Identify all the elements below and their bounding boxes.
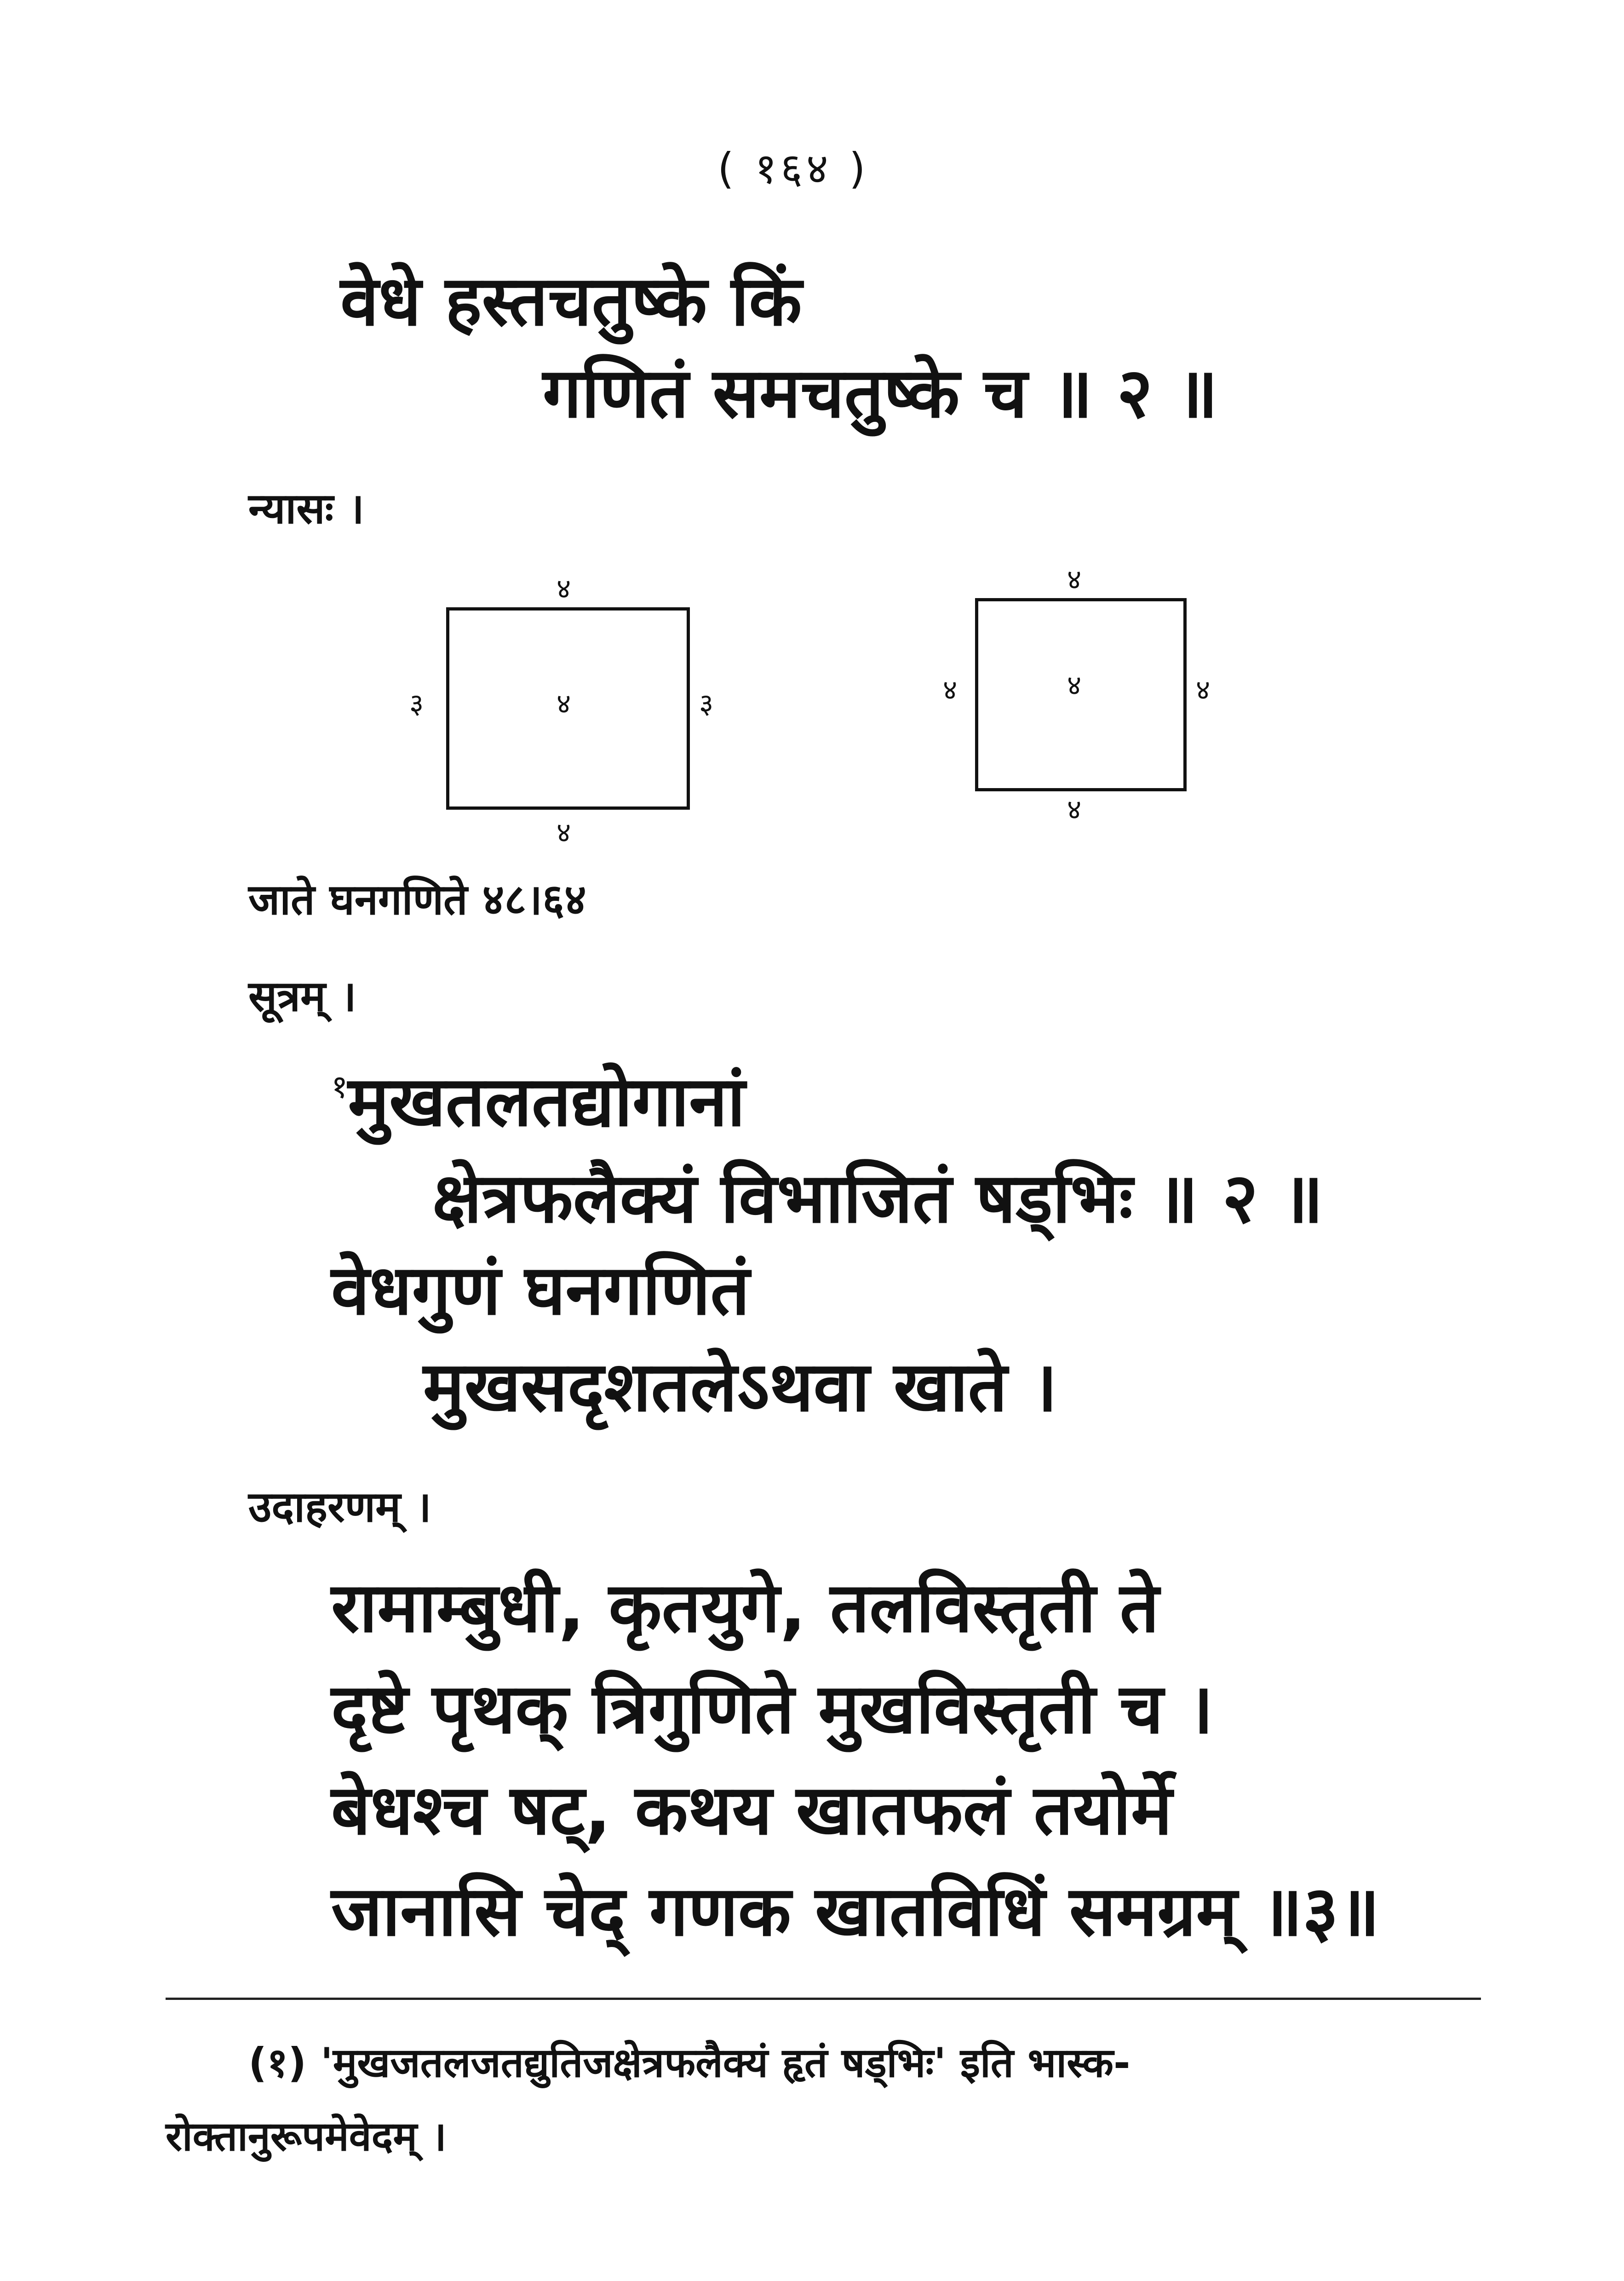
dim-center: ४ (1067, 669, 1082, 702)
example-line-3: बेधश्च षट्, कथय खातफलं तयोर्मे (331, 1770, 1172, 1850)
sutra-line-4: मुखसदृशतलेऽथवा खाते । (423, 1347, 1058, 1427)
nyasa-label: न्यासः । (248, 484, 365, 533)
sutra-label: सूत्रम् । (248, 972, 356, 1021)
dim-bottom: ४ (1067, 794, 1082, 826)
footnote-line-1: (१) 'मुखजतलजतद्युतिजक्षेत्रफलैक्यं हृतं षड्भिः' इति भास्क- (248, 2039, 1130, 2086)
sutra-line-2: क्षेत्रफलैक्यं विभाजितं षड्भिः ॥ २ ॥ (432, 1158, 1324, 1238)
footnote-ref: १ (331, 1068, 348, 1106)
sutra-line-3: वेधगुणं घनगणितं (331, 1250, 750, 1331)
example-line-2: दृष्टे पृथक् त्रिगुणिते मुखविस्तृती च । (331, 1669, 1214, 1749)
dim-right: ४ (1196, 674, 1211, 706)
page-number: ( १६४ ) (717, 144, 869, 193)
figure-left (396, 575, 754, 851)
footnote-line-2: रोक्तानुरूपमेवेदम् । (166, 2113, 447, 2160)
dim-bottom: ४ (557, 817, 571, 849)
verse-line-2: गणितं समचतुष्के च ॥ २ ॥ (543, 353, 1218, 433)
dim-top: ४ (1067, 564, 1082, 596)
sutra-line-1 (331, 1062, 746, 1142)
dim-left: ३ (409, 688, 424, 720)
footnote-rule (166, 1998, 1481, 2000)
figure-right (929, 561, 1279, 837)
dim-center: ४ (557, 688, 571, 720)
result-text: जाते घनगणिते ४८।६४ (248, 875, 586, 924)
udaharana-label: उदाहरणम् । (248, 1482, 432, 1532)
example-line-1: रामाम्बुधी, कृतयुगे, तलविस्तृती ते (331, 1568, 1159, 1648)
sutra-line-1-text: मुखतलतद्योगानां (348, 1062, 746, 1142)
dim-right: ३ (699, 688, 714, 720)
dim-left: ४ (943, 674, 958, 706)
verse-line-1: वेधे हस्तचतुष्के किं (340, 261, 802, 341)
dim-top: ४ (557, 573, 571, 605)
example-line-4: जानासि चेद् गणक खातविधिं समग्रम् ॥३॥ (331, 1872, 1380, 1952)
